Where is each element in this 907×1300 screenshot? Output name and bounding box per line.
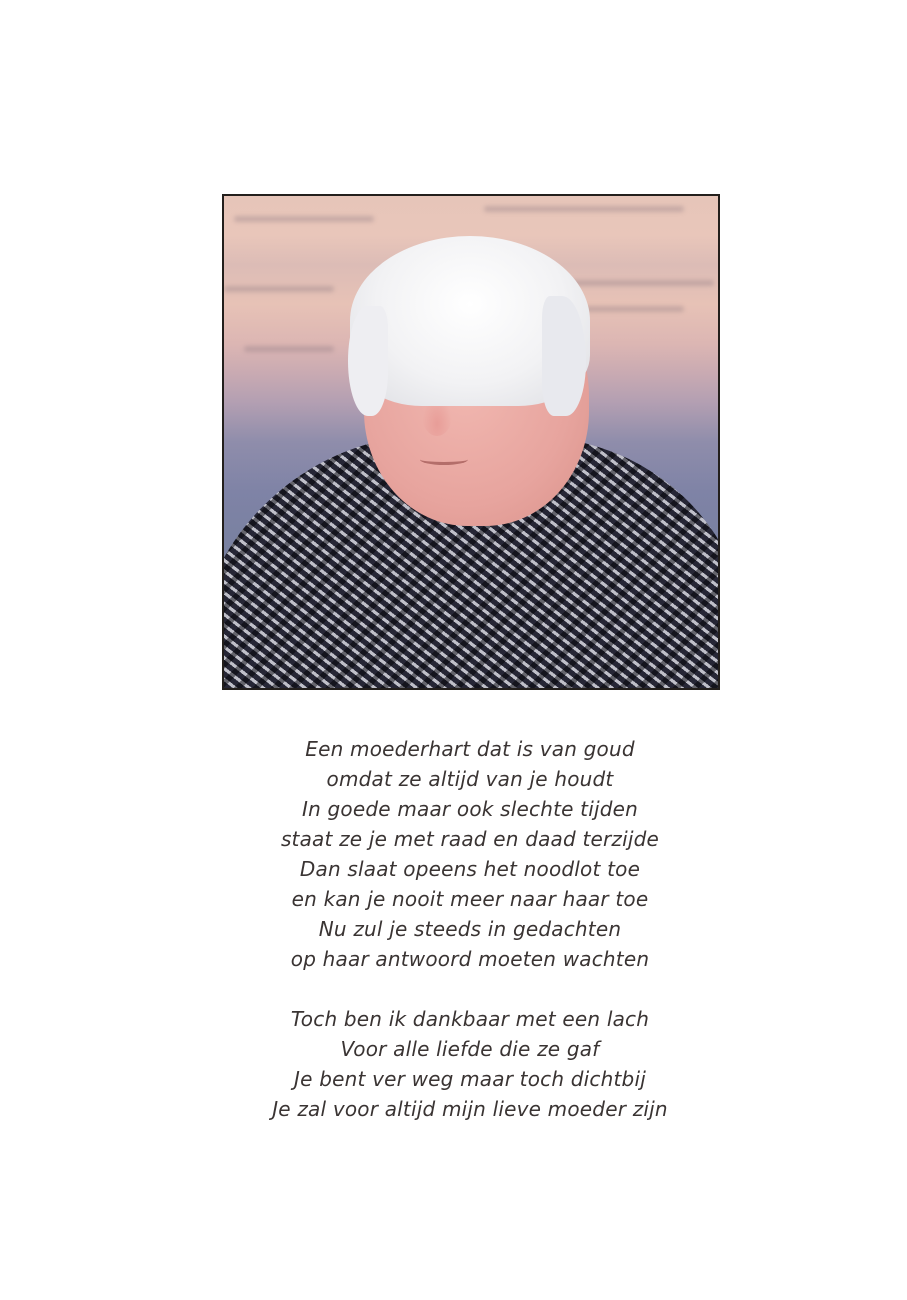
poem-stanza-1: [0, 734, 907, 974]
poem-line: Voor alle liefde die ze gaf: [340, 1037, 600, 1061]
memorial-poem: [0, 734, 907, 1124]
poem-line: Nu zul je steeds in gedachten: [318, 917, 622, 941]
cloud-streak: [234, 216, 374, 222]
poem-line: Je zal voor altijd mijn lieve moeder zijn: [272, 1097, 668, 1121]
smile: [420, 454, 468, 465]
poem-line: omdat ze altijd van je houdt: [326, 767, 614, 791]
poem-line: staat ze je met raad en daad terzijde: [280, 827, 660, 851]
cloud-streak: [244, 346, 334, 352]
cloud-streak: [484, 206, 684, 212]
hair-left-side: [348, 306, 388, 416]
poem-line: Een moederhart dat is van goud: [305, 737, 635, 761]
portrait-photo: [222, 194, 720, 690]
poem-line: en kan je nooit meer naar haar toe: [291, 887, 649, 911]
poem-line: Toch ben ik dankbaar met een lach: [290, 1007, 650, 1031]
poem-stanza-2: [0, 1004, 907, 1124]
poem-line: op haar antwoord moeten wachten: [290, 947, 650, 971]
poem-line: Dan slaat opeens het noodlot toe: [299, 857, 641, 881]
cloud-streak: [224, 286, 334, 292]
poem-line: In goede maar ook slechte tijden: [302, 797, 638, 821]
poem-line: Je bent ver weg maar toch dichtbij: [294, 1067, 646, 1091]
